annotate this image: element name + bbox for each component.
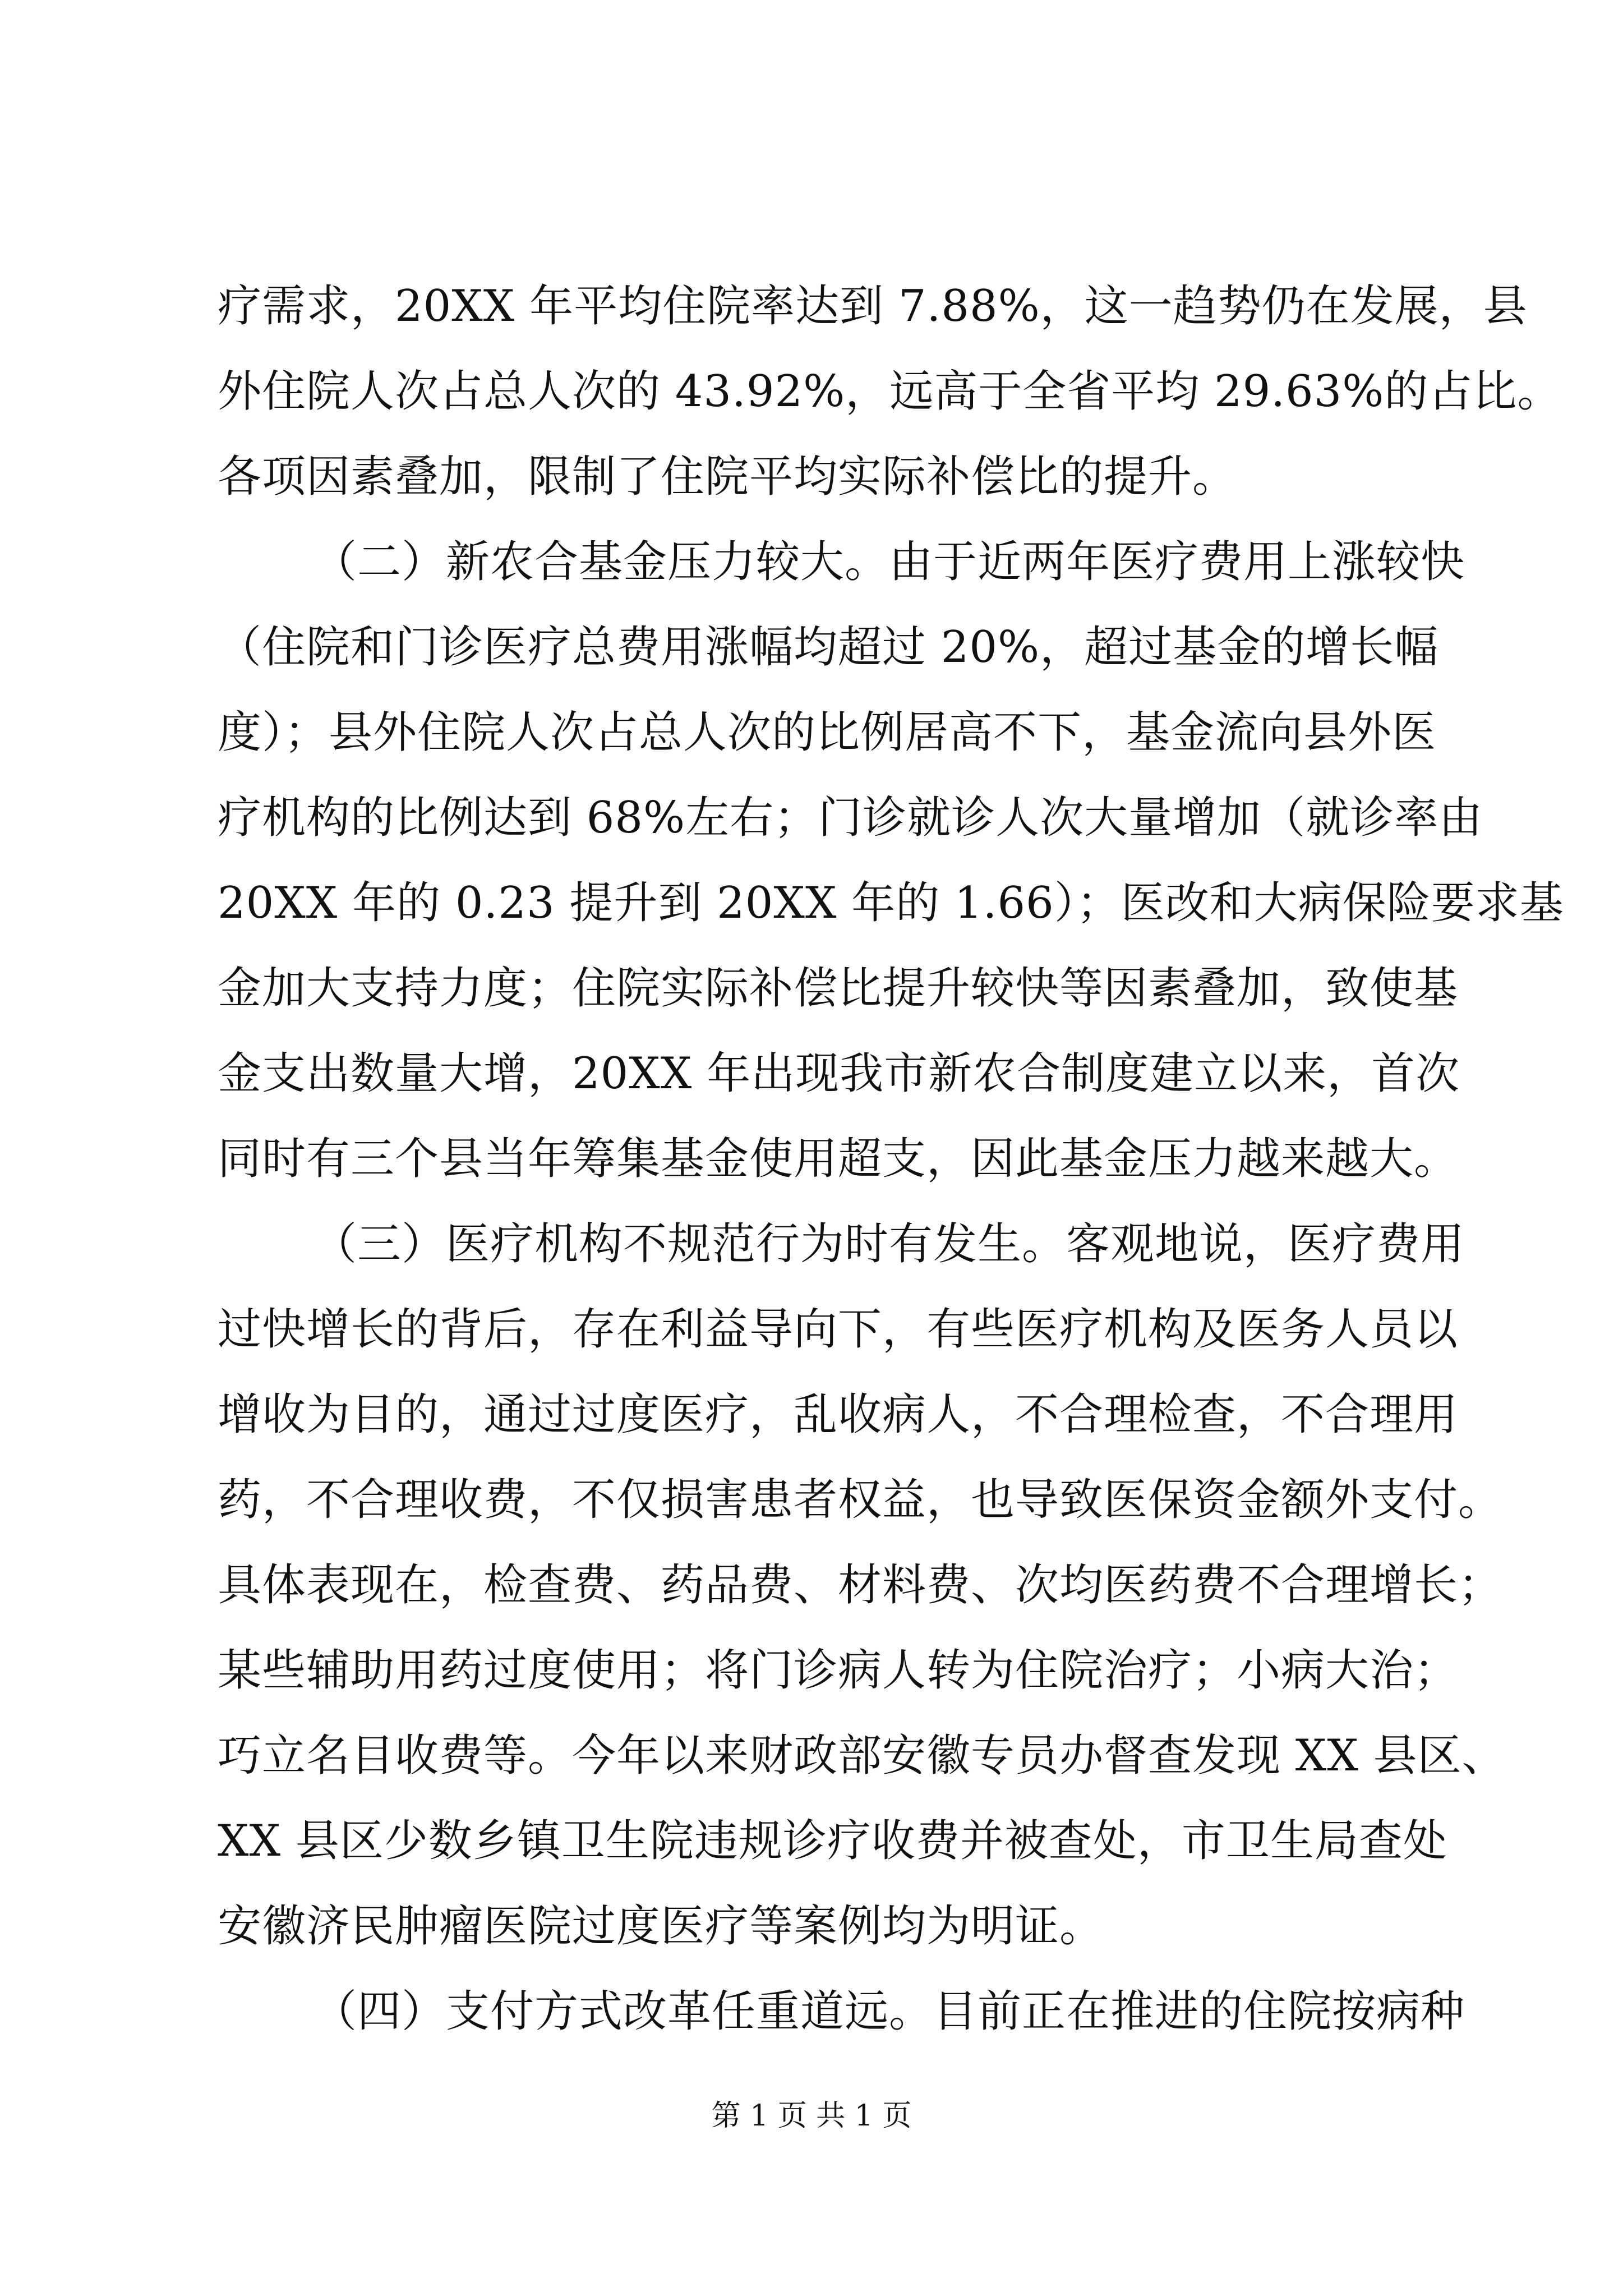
- text-line: 同时有三个县当年筹集基金使用超支，因此基金压力越来越大。: [218, 1134, 1459, 1184]
- text-line: （四）支付方式改革任重道远。目前正在推进的住院按病种: [313, 1986, 1465, 2037]
- text-line: 某些辅助用药过度使用；将门诊病人转为住院治疗；小病大治；: [218, 1645, 1459, 1696]
- text-line: 20XX 年的 0.23 提升到 20XX 年的 1.66）；医改和大病保险要求基: [218, 878, 1564, 928]
- text-line: 过快增长的背后，存在利益导向下，有些医疗机构及医务人员以: [218, 1304, 1459, 1355]
- text-line: 安徽济民肿瘤医院过度医疗等案例均为明证。: [218, 1901, 1104, 1952]
- text-line: 疗机构的比例达到 68%左右；门诊就诊人次大量增加（就诊率由: [218, 793, 1483, 843]
- text-line: 药，不合理收费，不仅损害患者权益，也导致医保资金额外支付。: [218, 1475, 1503, 1525]
- text-line: （三）医疗机构不规范行为时有发生。客观地说，医疗费用: [313, 1219, 1465, 1269]
- text-line: 巧立名目收费等。今年以来财政部安徽专员办督查发现 XX 县区、: [218, 1731, 1506, 1781]
- text-line: 各项因素叠加，限制了住院平均实际补偿比的提升。: [218, 452, 1237, 502]
- document-body: [218, 264, 1564, 2054]
- text-line: 度）；县外住院人次占总人次的比例居高不下，基金流向县外医: [218, 707, 1437, 758]
- text-line: XX 县区少数乡镇卫生院违规诊疗收费并被查处，市卫生局查处: [218, 1816, 1447, 1866]
- text-line: （住院和门诊医疗总费用涨幅均超过 20%，超过基金的增长幅: [218, 622, 1439, 673]
- text-line: 金支出数量大增，20XX 年出现我市新农合制度建立以来，首次: [218, 1048, 1460, 1099]
- text-line: 疗需求，20XX 年平均住院率达到 7.88%，这一趋势仍在发展，县: [218, 281, 1528, 332]
- text-line: 外住院人次占总人次的 43.92%，远高于全省平均 29.63%的占比。: [218, 366, 1562, 417]
- page-footer: 第 1 页 共 1 页: [711, 2099, 912, 2133]
- text-line: （二）新农合基金压力较大。由于近两年医疗费用上涨较快: [313, 537, 1465, 587]
- text-line: 具体表现在，检查费、药品费、材料费、次均医药费不合理增长；: [218, 1560, 1503, 1611]
- text-line: 金加大支持力度；住院实际补偿比提升较快等因素叠加，致使基: [218, 963, 1459, 1014]
- text-line: 增收为目的，通过过度医疗，乱收病人，不合理检查，不合理用: [218, 1389, 1459, 1440]
